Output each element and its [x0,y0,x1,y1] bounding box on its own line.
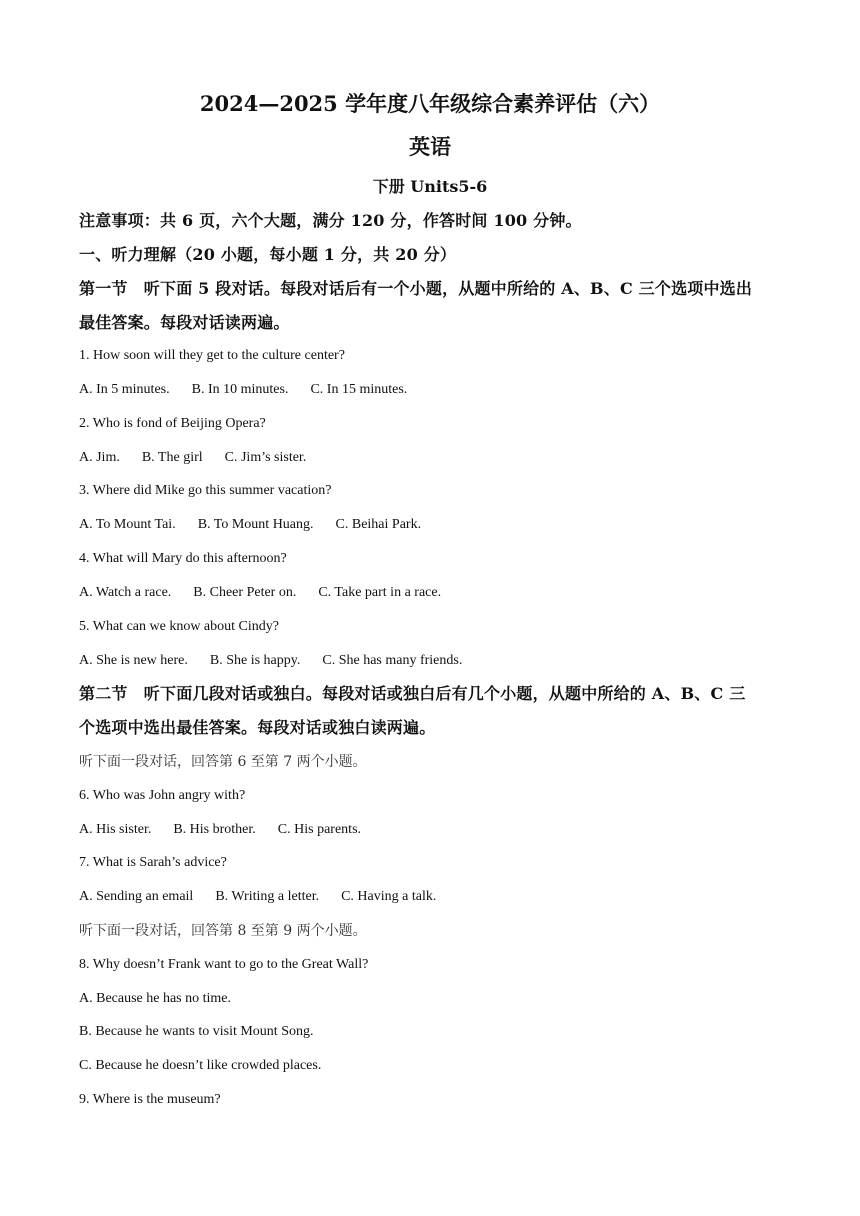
section1-instructions-line1: 第一节 听下面 5 段对话。每段对话后有一个小题，从题中所给的 A、B、C 三个选项中选出 [79,279,753,298]
option-a: A. His sister. [79,822,152,837]
question-6: 6. Who was John angry with? [79,788,246,803]
option-b: B. She is happy. [209,653,301,668]
section1-instructions-line2: 最佳答案。每段对话读两遍。 [79,313,290,332]
question-9: 9. Where is the museum? [79,1092,221,1107]
option-a: A. To Mount Tai. [79,517,176,532]
exam-title: 2024—2025 学年度八年级综合素养评估（六） [199,91,661,116]
option-c: C. Beihai Park. [335,517,422,532]
question-1: 1. How soon will they get to the culture center? [79,348,345,363]
question-3: 3. Where did Mike go this summer vacation? [79,483,332,498]
question-2-options [79,448,306,468]
option-b: B. His brother. [173,822,256,837]
question-8-option-a: A. Because he has no time. [79,991,232,1006]
subject-title: 英语 [409,134,451,159]
option-c: C. Jim’s sister. [224,450,307,465]
instruction-q8-9: 听下面一段对话，回答第 8 至第 9 两个小题。 [79,923,367,939]
section2-instructions-line1: 第二节 听下面几段对话或独白。每段对话或独白后有几个小题，从题中所给的 A、B、C 三 [79,684,746,703]
question-1-options [79,380,407,400]
option-c: C. She has many friends. [322,653,463,668]
units-subtitle: 下册 Units5-6 [372,177,488,196]
section2-instructions-line2: 个选项中选出最佳答案。每段对话或独白读两遍。 [79,718,436,737]
instruction-q6-7: 听下面一段对话，回答第 6 至第 7 两个小题。 [79,754,367,770]
option-b: B. The girl [141,450,203,465]
option-c: C. Having a talk. [341,889,437,904]
question-4: 4. What will Mary do this afternoon? [79,551,287,566]
part1-heading: 一、听力理解（20 小题，每小题 1 分，共 20 分） [79,245,457,264]
option-a: A. She is new here. [79,653,188,668]
option-b: B. Cheer Peter on. [193,585,297,600]
question-7: 7. What is Sarah’s advice? [79,855,227,870]
option-b: B. Writing a letter. [215,889,320,904]
option-a: A. Sending an email [79,889,194,904]
option-a: A. Jim. [79,450,120,465]
question-7-options [79,887,436,907]
question-8: 8. Why doesn’t Frank want to go to the Great Wall? [79,957,369,972]
question-8-option-b: B. Because he wants to visit Mount Song. [79,1024,314,1039]
question-4-options [79,583,441,603]
option-a: A. In 5 minutes. [79,382,170,397]
question-6-options [79,820,361,840]
question-5: 5. What can we know about Cindy? [79,619,279,634]
question-2: 2. Who is fond of Beijing Opera? [79,416,266,431]
question-8-option-c: C. Because he doesn’t like crowded places. [79,1058,322,1073]
option-c: C. His parents. [277,822,362,837]
question-3-options [79,515,421,535]
option-b: B. To Mount Huang. [197,517,314,532]
question-5-options [79,651,462,671]
option-a: A. Watch a race. [79,585,172,600]
notice-line: 注意事项：共 6 页，六个大题，满分 120 分，作答时间 100 分钟。 [79,211,582,230]
option-c: C. Take part in a race. [318,585,442,600]
option-c: C. In 15 minutes. [310,382,408,397]
option-b: B. In 10 minutes. [191,382,289,397]
